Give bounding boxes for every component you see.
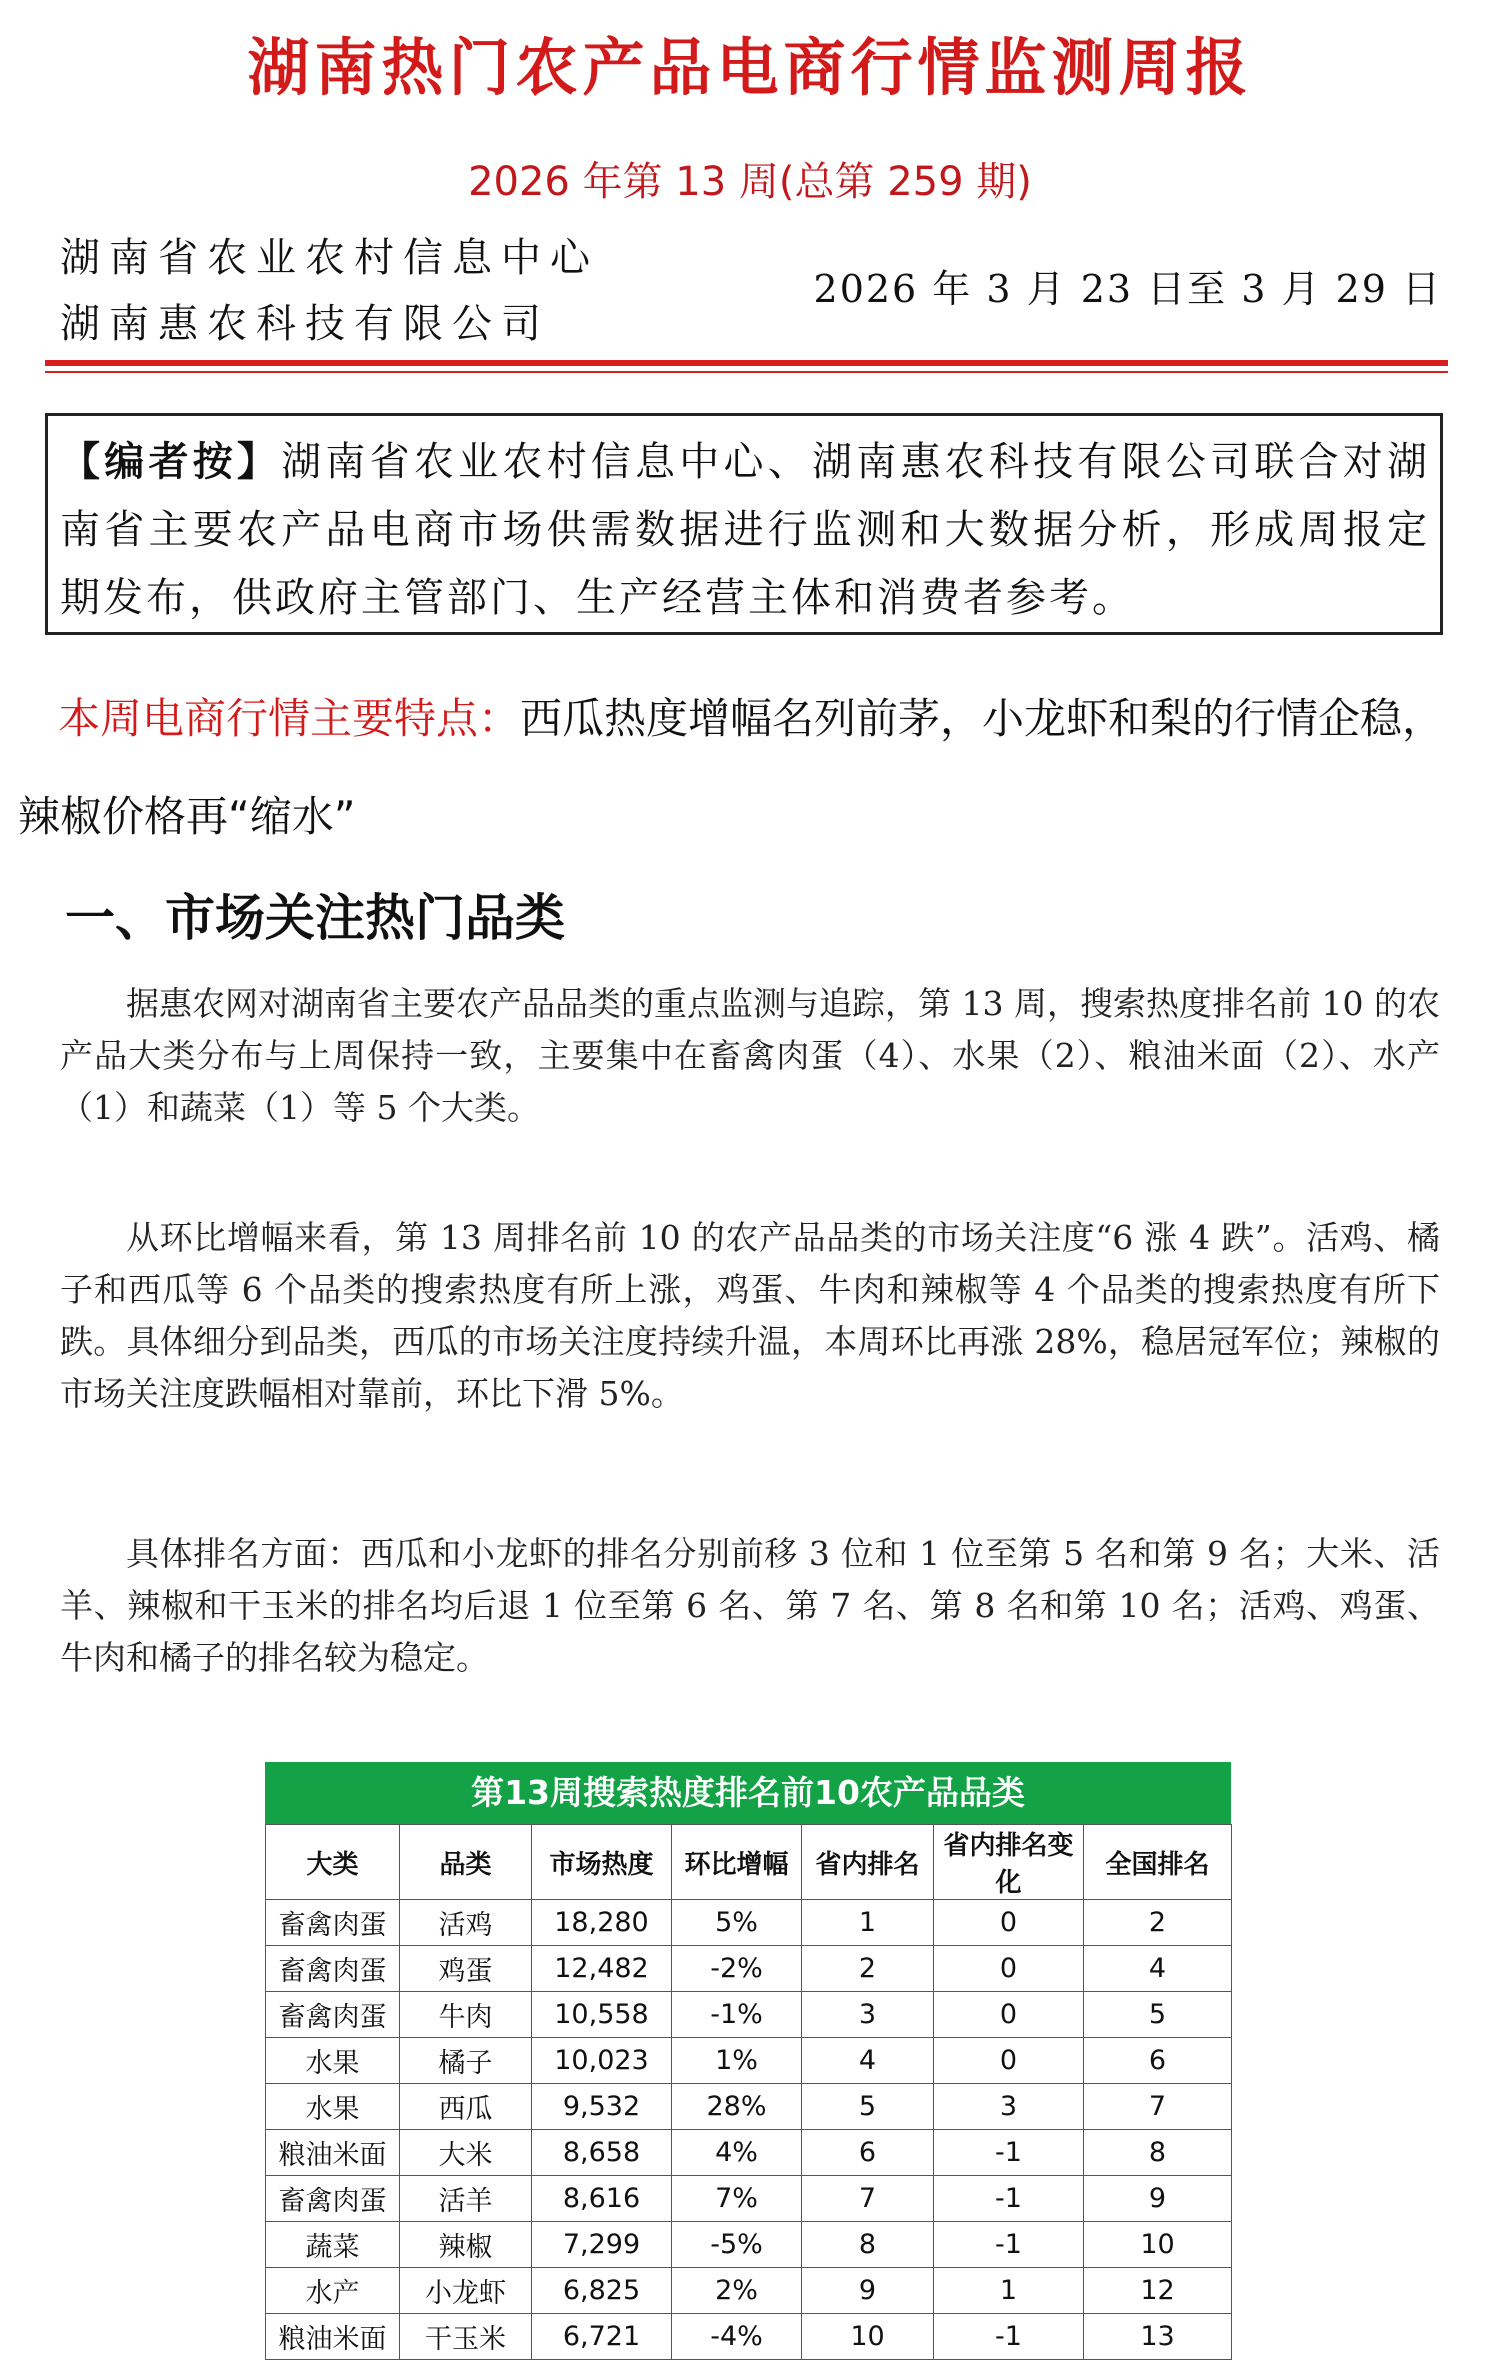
table-cell: -5%: [672, 2222, 802, 2268]
ranking-table: [265, 1824, 1232, 2360]
table-cell: -1%: [672, 1992, 802, 2038]
table-cell: 0: [934, 1946, 1084, 1992]
table-cell: 2: [1084, 1900, 1232, 1946]
column-header: 省内排名变化: [934, 1825, 1084, 1900]
ranking-table-container: [265, 1762, 1231, 2360]
header-divider-thin: [45, 371, 1448, 373]
date-range: 2026 年 3 月 23 日至 3 月 29 日: [813, 267, 1442, 311]
header-divider-thick: [45, 360, 1448, 366]
table-cell: 9: [802, 2268, 934, 2314]
table-row: [266, 2084, 1232, 2130]
table-header-row: [266, 1825, 1232, 1900]
column-header: 全国排名: [1084, 1825, 1232, 1900]
table-cell: 5%: [672, 1900, 802, 1946]
table-cell: 12,482: [532, 1946, 672, 1992]
table-cell: -2%: [672, 1946, 802, 1992]
table-row: [266, 2268, 1232, 2314]
publisher-1: 湖南省农业农村信息中心: [60, 235, 599, 281]
section-heading: 一、市场关注热门品类: [65, 889, 565, 947]
table-cell: 辣椒: [400, 2222, 532, 2268]
table-cell: 0: [934, 1992, 1084, 2038]
table-cell: 活羊: [400, 2176, 532, 2222]
table-cell: 13: [1084, 2314, 1232, 2360]
table-cell: 8: [1084, 2130, 1232, 2176]
editor-note-text: 湖南省农业农村信息中心、湖南惠农科技有限公司联合对湖南省主要农产品电商市场供需数据进行监测和大数据分析，形成周报定期发布，供政府主管部门、生产经营主体和消费者参考。: [60, 439, 1431, 621]
table-cell: 小龙虾: [400, 2268, 532, 2314]
table-cell: -1: [934, 2130, 1084, 2176]
table-cell: -1: [934, 2314, 1084, 2360]
highlights-label: 本周电商行情主要特点：: [58, 694, 521, 743]
table-cell: 活鸡: [400, 1900, 532, 1946]
report-title: 湖南热门农产品电商行情监测周报: [247, 31, 1253, 104]
table-row: [266, 2176, 1232, 2222]
table-cell: 7%: [672, 2176, 802, 2222]
table-cell: 牛肉: [400, 1992, 532, 2038]
weekly-highlights: [18, 670, 1478, 866]
table-cell: 蔬菜: [266, 2222, 400, 2268]
table-cell: 0: [934, 2038, 1084, 2084]
table-cell: 9,532: [532, 2084, 672, 2130]
ranking-table-title: 第13周搜索热度排名前10农产品品类: [265, 1762, 1231, 1824]
column-header: 大类: [266, 1825, 400, 1900]
table-cell: 4: [1084, 1946, 1232, 1992]
table-cell: 畜禽肉蛋: [266, 2176, 400, 2222]
table-cell: 大米: [400, 2130, 532, 2176]
table-cell: 5: [802, 2084, 934, 2130]
table-cell: 4: [802, 2038, 934, 2084]
table-cell: 畜禽肉蛋: [266, 1992, 400, 2038]
table-row: [266, 2130, 1232, 2176]
issue-number: 2026 年第 13 周(总第 259 期): [468, 159, 1032, 205]
table-row: [266, 1946, 1232, 1992]
table-cell: 粮油米面: [266, 2130, 400, 2176]
table-row: [266, 1992, 1232, 2038]
table-cell: 3: [934, 2084, 1084, 2130]
table-cell: 水果: [266, 2084, 400, 2130]
table-cell: 水产: [266, 2268, 400, 2314]
paragraph-week-change: 从环比增幅来看，第 13 周排名前 10 的农产品品类的市场关注度“6 涨 4 跌”。活鸡、橘子和西瓜等 6 个品类的搜索热度有所上涨，鸡蛋、牛肉和辣椒等 4 个品类的搜索热度有所下跌。具体细分到品类，西瓜的市场关注度持续升温，本周环比再涨 28%，稳居冠军位；辣椒的市场关注度跌幅相对靠前，环比下滑 5%。: [60, 1218, 1440, 1413]
paragraph-ranking-change: 具体排名方面：西瓜和小龙虾的排名分别前移 3 位和 1 位至第 5 名和第 9 名；大米、活羊、辣椒和干玉米的排名均后退 1 位至第 6 名、第 7 名、第 8 名和第 10 名；活鸡、鸡蛋、牛肉和橘子的排名较为稳定。: [60, 1534, 1440, 1677]
table-cell: 6: [1084, 2038, 1232, 2084]
table-cell: 橘子: [400, 2038, 532, 2084]
column-header: 环比增幅: [672, 1825, 802, 1900]
table-cell: 7: [1084, 2084, 1232, 2130]
table-cell: -1: [934, 2176, 1084, 2222]
table-cell: 8,658: [532, 2130, 672, 2176]
table-cell: 10,558: [532, 1992, 672, 2038]
table-cell: 10: [1084, 2222, 1232, 2268]
table-cell: 1: [802, 1900, 934, 1946]
editor-note: [60, 428, 1430, 632]
table-cell: 10: [802, 2314, 934, 2360]
table-cell: 3: [802, 1992, 934, 2038]
table-cell: 1%: [672, 2038, 802, 2084]
table-cell: 畜禽肉蛋: [266, 1946, 400, 1992]
highlights-text: 西瓜热度增幅名列前茅，小龙虾和梨的行情企稳，辣椒价格再“缩水”: [18, 694, 1445, 841]
table-cell: 28%: [672, 2084, 802, 2130]
table-cell: 水果: [266, 2038, 400, 2084]
table-cell: -4%: [672, 2314, 802, 2360]
editor-note-label: 【编者按】: [60, 439, 282, 485]
table-cell: 6: [802, 2130, 934, 2176]
table-cell: 10,023: [532, 2038, 672, 2084]
table-cell: 鸡蛋: [400, 1946, 532, 1992]
table-cell: 7: [802, 2176, 934, 2222]
table-cell: 18,280: [532, 1900, 672, 1946]
publisher-2: 湖南惠农科技有限公司: [60, 301, 550, 347]
paragraph-category-distribution: 据惠农网对湖南省主要农产品品类的重点监测与追踪，第 13 周，搜索热度排名前 10 的农产品大类分布与上周保持一致，主要集中在畜禽肉蛋（4）、水果（2）、粮油米面（2）、水产（1）和蔬菜（1）等 5 个大类。: [60, 984, 1440, 1127]
table-cell: 6,825: [532, 2268, 672, 2314]
table-cell: 6,721: [532, 2314, 672, 2360]
table-body: [266, 1900, 1232, 2360]
table-cell: 西瓜: [400, 2084, 532, 2130]
column-header: 品类: [400, 1825, 532, 1900]
table-cell: 8: [802, 2222, 934, 2268]
column-header: 市场热度: [532, 1825, 672, 1900]
table-cell: 8,616: [532, 2176, 672, 2222]
table-row: [266, 2222, 1232, 2268]
table-cell: 4%: [672, 2130, 802, 2176]
table-cell: 1: [934, 2268, 1084, 2314]
table-cell: 5: [1084, 1992, 1232, 2038]
table-row: [266, 2314, 1232, 2360]
table-cell: 2%: [672, 2268, 802, 2314]
table-cell: 12: [1084, 2268, 1232, 2314]
table-row: [266, 1900, 1232, 1946]
table-cell: -1: [934, 2222, 1084, 2268]
table-cell: 2: [802, 1946, 934, 1992]
table-cell: 干玉米: [400, 2314, 532, 2360]
table-cell: 0: [934, 1900, 1084, 1946]
table-cell: 畜禽肉蛋: [266, 1900, 400, 1946]
column-header: 省内排名: [802, 1825, 934, 1900]
table-cell: 9: [1084, 2176, 1232, 2222]
table-row: [266, 2038, 1232, 2084]
table-cell: 粮油米面: [266, 2314, 400, 2360]
table-cell: 7,299: [532, 2222, 672, 2268]
